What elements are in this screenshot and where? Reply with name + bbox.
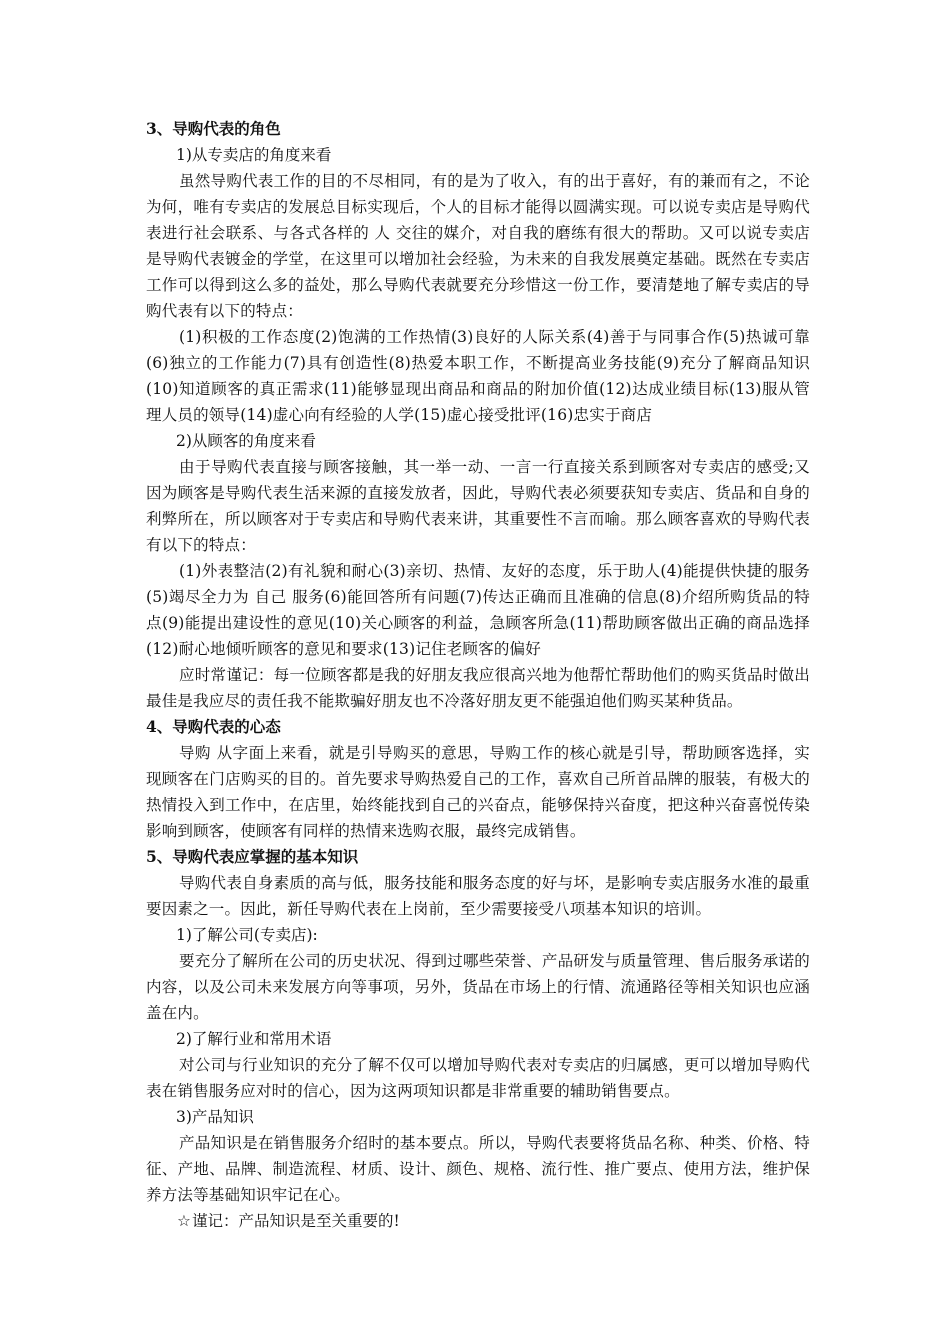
paragraph: 虽然导购代表工作的目的不尽相同，有的是为了收入，有的出于喜好，有的兼而有之，不论为何，唯有专卖店的发展总目标实现后，个人的目标才能得以圆满实现。可以说专卖店是导购代表进行社会联系、与各式各样的 人 交往的媒介，对自我的磨练有很大的帮助。又可以说专卖店是导购代表镀金的学堂，在这里可以增加社会经验，为未来的自我发展奠定基础。既然在专卖店工作可以得到这么多的益处，那么导购代表就要充分珍惜这一份工作，要清楚地了解专卖店的导购代表有以下的特点： xyxy=(146,172,810,320)
section-heading-mindset: 4、导购代表的心态 xyxy=(146,717,281,736)
note-text: 谨记：产品知识是至关重要的! xyxy=(192,1212,400,1230)
paragraph: 产品知识是在销售服务介绍时的基本要点。所以，导购代表要将货品名称、种类、价格、特征、产地、品牌、制造流程、材质、设计、颜色、规格、流行性、推广要点、使用方法，维护保养方法等基础知识牢记在心。 xyxy=(146,1134,810,1204)
subheading-company: 1)了解公司(专卖店): xyxy=(176,926,318,944)
paragraph-customer-traits: (1)外表整洁(2)有礼貌和耐心(3)亲切、热情、友好的态度，乐于助人(4)能提供快捷的服务(5)竭尽全力为 自己 服务(6)能回答所有问题(7)传达正确而且准确的信息(8)介绍所购货品的特点(9)能提出建设性的意见(10)关心顾客的利益，急顾客所急(11)帮助顾客做出正确的商品选择(12)耐心地倾听顾客的意见和要求(13)记住老顾客的偏好 xyxy=(146,562,810,658)
document-page xyxy=(146,116,810,1234)
paragraph: 导购 从字面上来看，就是引导购买的意思，导购工作的核心就是引导，帮助顾客选择，实现顾客在门店购买的目的。首先要求导购热爱自己的工作，喜欢自己所首品牌的服装，有极大的热情投入到工作中，在店里，始终能找到自己的兴奋点，能够保持兴奋度，把这种兴奋喜悦传染影响到顾客，使顾客有同样的热情来选购衣服，最终完成销售。 xyxy=(146,744,810,840)
paragraph: 由于导购代表直接与顾客接触，其一举一动、一言一行直接关系到顾客对专卖店的感受;又因为顾客是导购代表生活来源的直接发放者，因此，导购代表必须要获知专卖店、货品和自身的利弊所在，所以顾客对于专卖店和导购代表来讲，其重要性不言而喻。那么顾客喜欢的导购代表有以下的特点： xyxy=(146,458,810,554)
subheading-store-perspective: 1)从专卖店的角度来看 xyxy=(176,146,332,164)
paragraph: 导购代表自身素质的高与低，服务技能和服务态度的好与坏，是影响专卖店服务水准的最重要因素之一。因此，新任导购代表在上岗前，至少需要接受八项基本知识的培训。 xyxy=(146,874,810,918)
subheading-customer-perspective: 2)从顾客的角度来看 xyxy=(176,432,316,450)
paragraph-reminder: 应时常谨记：每一位顾客都是我的好朋友我应很高兴地为他帮忙帮助他们的购买货品时做出最佳是我应尽的责任我不能欺骗好朋友也不冷落好朋友更不能强迫他们购买某种货品。 xyxy=(146,666,810,710)
section-heading-knowledge: 5、导购代表应掌握的基本知识 xyxy=(146,847,359,866)
paragraph-store-traits: (1)积极的工作态度(2)饱满的工作热情(3)良好的人际关系(4)善于与同事合作(5)热诚可靠(6)独立的工作能力(7)具有创造性(8)热爱本职工作，不断提高业务技能(9)充分了解商品知识(10)知道顾客的真正需求(11)能够显现出商品和商品的附加价值(12)达成业绩目标(13)服从管理人员的领导(14)虚心向有经验的人学(15)虚心接受批评(16)忠实于商店 xyxy=(146,328,810,424)
subheading-product: 3)产品知识 xyxy=(176,1108,254,1126)
paragraph: 对公司与行业知识的充分了解不仅可以增加导购代表对专卖店的归属感，更可以增加导购代表在销售服务应对时的信心，因为这两项知识都是非常重要的辅助销售要点。 xyxy=(146,1056,810,1100)
star-icon: ☆ xyxy=(177,1212,191,1230)
paragraph: 要充分了解所在公司的历史状况、得到过哪些荣誉、产品研发与质量管理、售后服务承诺的内容，以及公司未来发展方向等事项，另外，货品在市场上的行情、流通路径等相关知识也应涵盖在内。 xyxy=(146,952,810,1022)
product-knowledge-note xyxy=(146,1208,810,1234)
section-heading-role: 3、导购代表的角色 xyxy=(146,119,281,138)
subheading-industry: 2)了解行业和常用术语 xyxy=(176,1030,332,1048)
